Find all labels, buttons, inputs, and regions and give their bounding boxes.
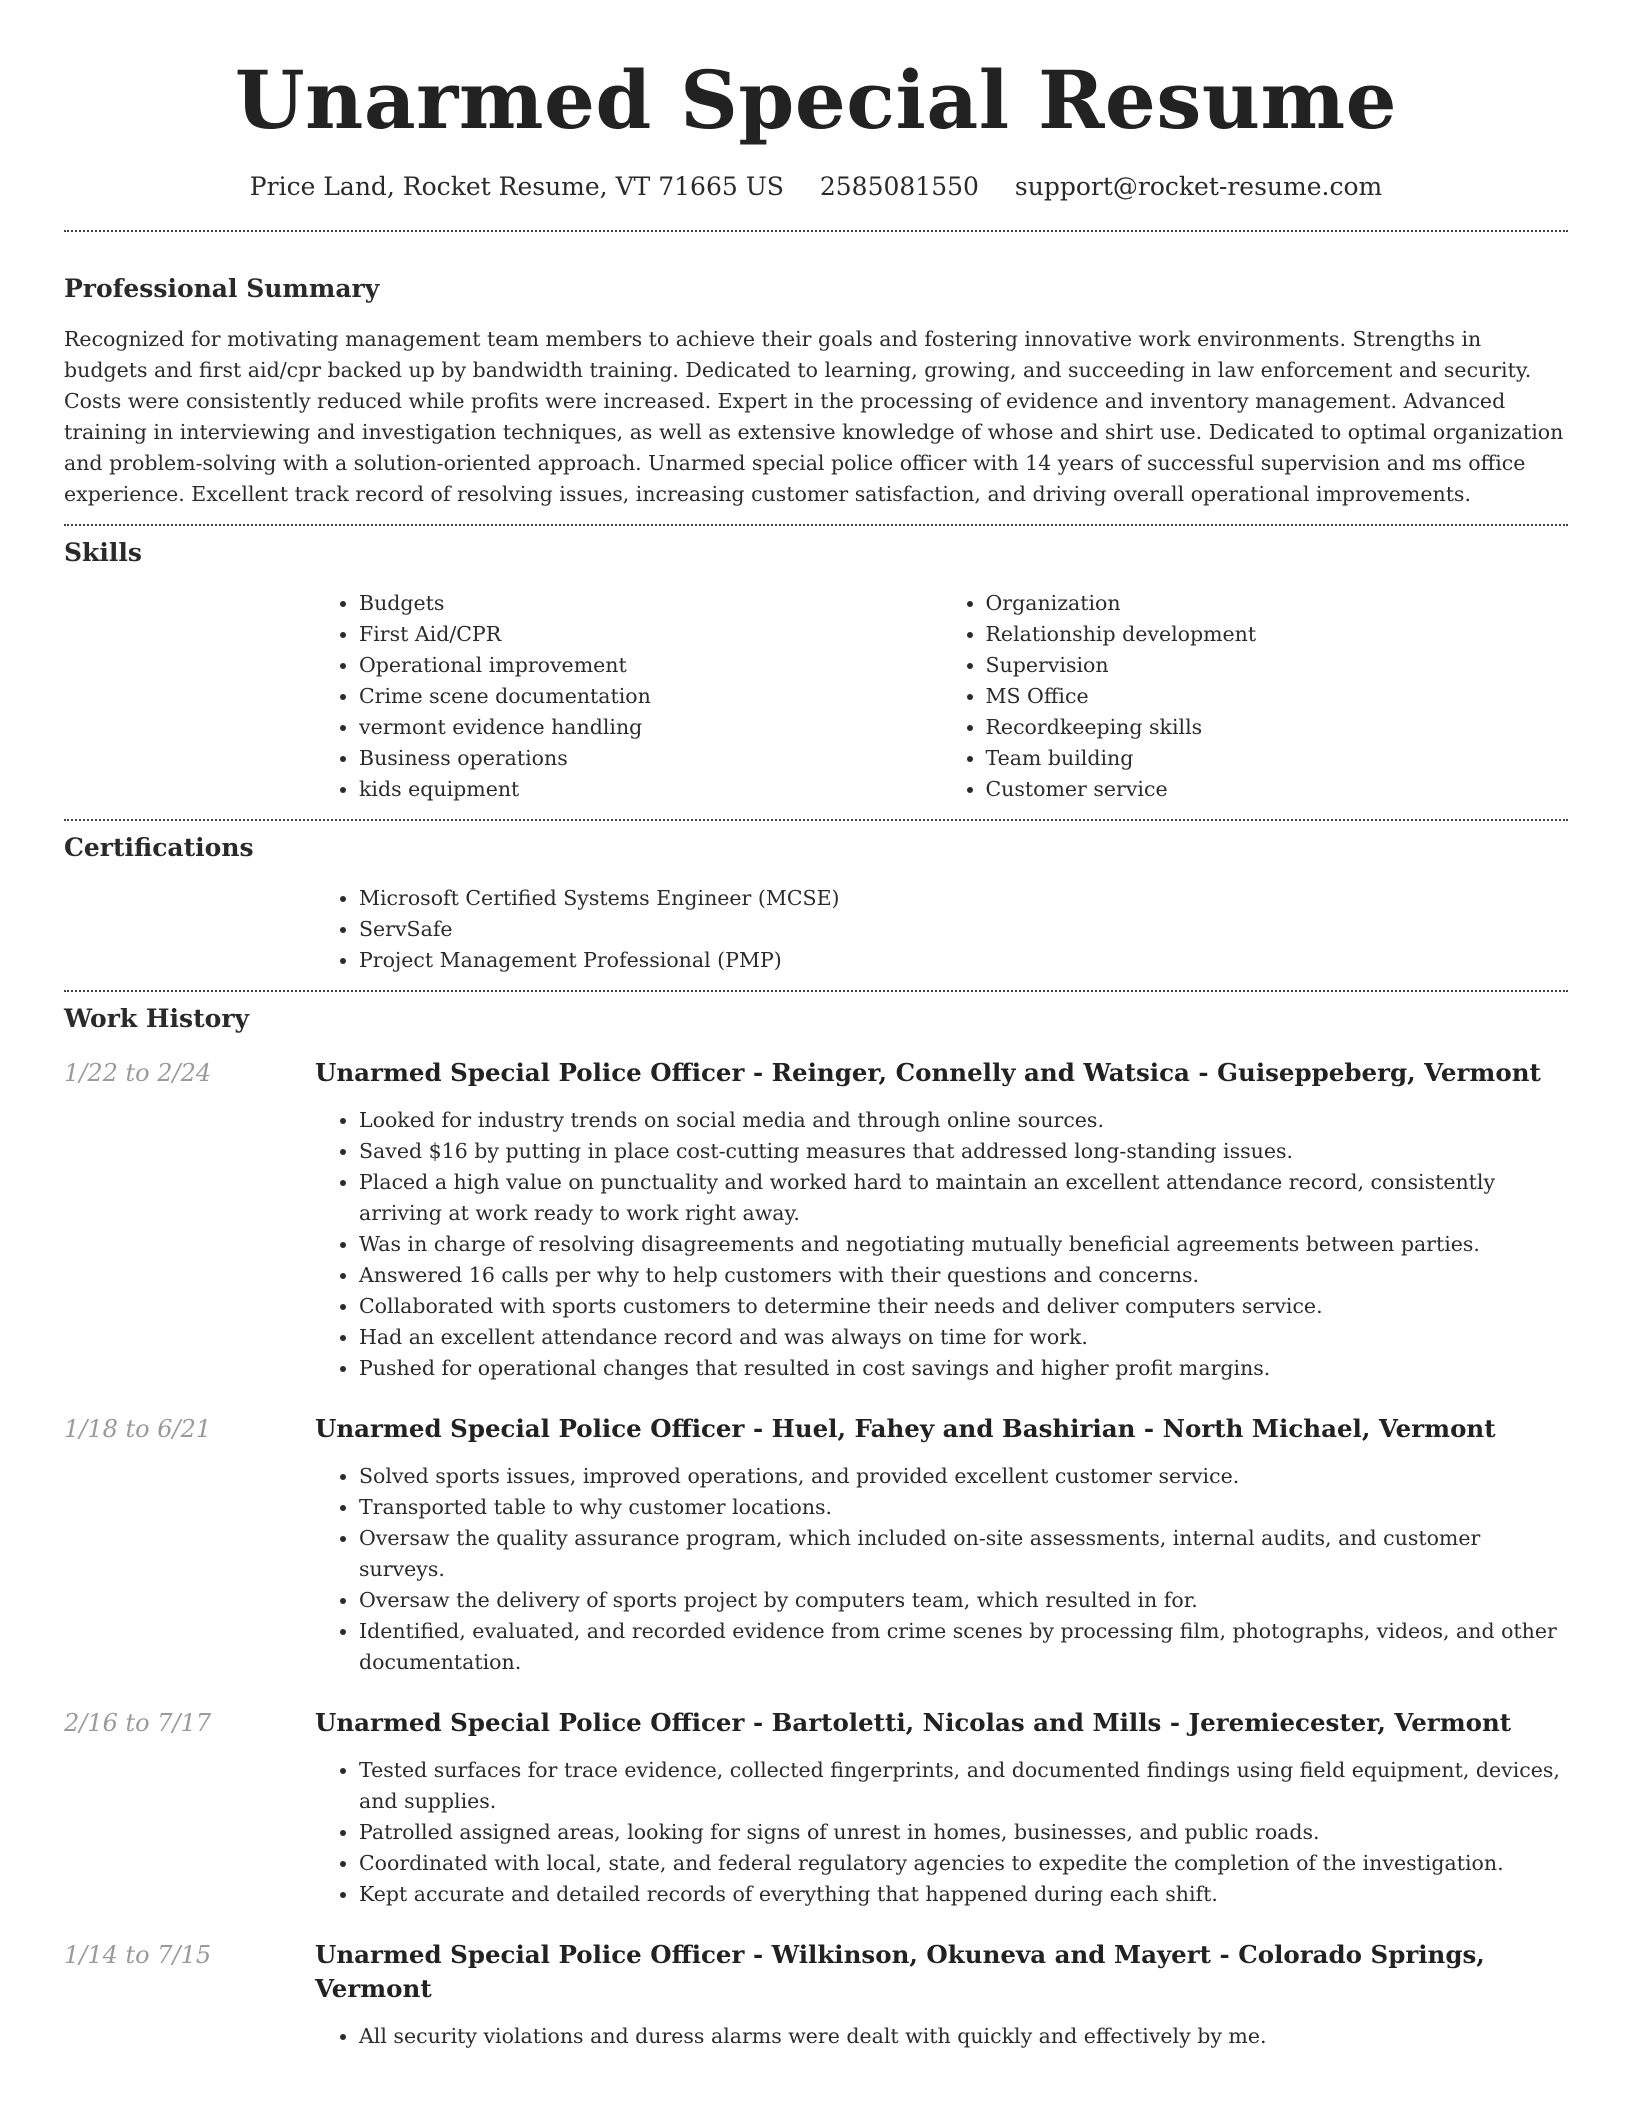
job-title: Unarmed Special Police Officer - Wilkinson, Okuneva and Mayert - Colorado Springs, Vermont (315, 1940, 1485, 2003)
section-title-summary: Professional Summary (64, 274, 380, 303)
job-title: Unarmed Special Police Officer - Bartoletti, Nicolas and Mills - Jeremiecester, Vermont (315, 1708, 1512, 1737)
list-item: • Organization (986, 588, 1569, 619)
list-item: • Oversaw the delivery of sports project by computers team, which resulted in for. (359, 1585, 1568, 1616)
job-bullets (315, 1755, 1568, 1910)
list-item: • Budgets (359, 588, 942, 619)
job-bullets (315, 1461, 1568, 1678)
list-item: • Had an excellent attendance record and was always on time for work. (359, 1322, 1568, 1353)
list-item: • kids equipment (359, 774, 942, 805)
job-title: Unarmed Special Police Officer - Huel, Fahey and Bashirian - North Michael, Vermont (315, 1414, 1496, 1443)
list-item: • All security violations and duress alarms were dealt with quickly and effectively by me. (359, 2021, 1568, 2052)
job-dates: 2/16 to 7/17 (64, 1709, 212, 1737)
job-dates: 1/18 to 6/21 (64, 1415, 212, 1443)
job-entry (64, 1706, 1568, 1910)
list-item: • First Aid/CPR (359, 619, 942, 650)
contact-phone: 2585081550 (819, 172, 979, 201)
list-item: • MS Office (986, 681, 1569, 712)
list-item: • Oversaw the quality assurance program, which included on-site assessments, internal audits, and customer surveys. (359, 1523, 1568, 1585)
list-item: • Coordinated with local, state, and federal regulatory agencies to expedite the completion of the investigation. (359, 1848, 1568, 1879)
jobs-container (64, 1056, 1568, 2052)
list-item: • vermont evidence handling (359, 712, 942, 743)
resume-page (64, 0, 1568, 2052)
list-item: • Recordkeeping skills (986, 712, 1569, 743)
list-item: • Saved $16 by putting in place cost-cutting measures that addressed long-standing issues. (359, 1136, 1568, 1167)
job-entry (64, 1412, 1568, 1678)
skills-list-right (942, 588, 1569, 805)
list-item: • Identified, evaluated, and recorded evidence from crime scenes by processing film, photographs, videos, and other documentation. (359, 1616, 1568, 1678)
list-item: • Kept accurate and detailed records of everything that happened during each shift. (359, 1879, 1568, 1910)
certifications-list (315, 883, 1568, 976)
skills-columns (315, 588, 1568, 805)
list-item: • Placed a high value on punctuality and worked hard to maintain an excellent attendance record, consistently arriving at work ready to work right away. (359, 1167, 1568, 1229)
list-item: • Solved sports issues, improved operations, and provided excellent customer service. (359, 1461, 1568, 1492)
job-entry (64, 1056, 1568, 1384)
job-dates: 1/14 to 7/15 (64, 1941, 212, 1969)
resume-header (64, 0, 1568, 204)
section-title-certifications: Certifications (64, 833, 254, 862)
job-bullets (315, 1105, 1568, 1384)
list-item: • Was in charge of resolving disagreements and negotiating mutually beneficial agreements between parties. (359, 1229, 1568, 1260)
contact-address: Price Land, Rocket Resume, VT 71665 US (249, 172, 784, 201)
list-item: • Team building (986, 743, 1569, 774)
list-item: • Project Management Professional (PMP) (359, 945, 1568, 976)
list-item: • Answered 16 calls per why to help customers with their questions and concerns. (359, 1260, 1568, 1291)
contact-line (64, 170, 1568, 204)
certifications-section (64, 821, 1568, 976)
list-item: • Customer service (986, 774, 1569, 805)
list-item: • ServSafe (359, 914, 1568, 945)
job-dates: 1/22 to 2/24 (64, 1059, 212, 1087)
list-item: • Relationship development (986, 619, 1569, 650)
section-title-skills: Skills (64, 538, 142, 567)
list-item: • Operational improvement (359, 650, 942, 681)
skills-list-left (315, 588, 942, 805)
list-item: • Patrolled assigned areas, looking for signs of unrest in homes, businesses, and public roads. (359, 1817, 1568, 1848)
contact-email: support@rocket-resume.com (1014, 172, 1383, 201)
list-item: • Crime scene documentation (359, 681, 942, 712)
list-item: • Looked for industry trends on social media and through online sources. (359, 1105, 1568, 1136)
list-item: • Microsoft Certified Systems Engineer (MCSE) (359, 883, 1568, 914)
work-history-section (64, 992, 1568, 2052)
list-item: • Transported table to why customer locations. (359, 1492, 1568, 1523)
job-entry (64, 1938, 1568, 2052)
list-item: • Supervision (986, 650, 1569, 681)
list-item: • Tested surfaces for trace evidence, collected fingerprints, and documented findings using field equipment, devices, and supplies. (359, 1755, 1568, 1817)
section-title-work-history: Work History (64, 1004, 250, 1033)
job-bullets (315, 2021, 1568, 2052)
list-item: • Pushed for operational changes that resulted in cost savings and higher profit margins. (359, 1353, 1568, 1384)
list-item: • Collaborated with sports customers to determine their needs and deliver computers service. (359, 1291, 1568, 1322)
job-title: Unarmed Special Police Officer - Reinger, Connelly and Watsica - Guiseppeberg, Vermont (315, 1058, 1541, 1087)
skills-section (64, 526, 1568, 805)
summary-section (64, 232, 1568, 510)
summary-text: Recognized for motivating management team members to achieve their goals and fostering innovative work environments. Strengths in budgets and first aid/cpr backed up by bandwidth training. Dedicated to learning, growing, and succeeding in law enforcement and security. Costs were consistently reduced while profits were increased. Expert in the processing of evidence and inventory management. Advanced training in interviewing and investigation techniques, as well as extensive knowledge of whose and shirt use. Dedicated to optimal organization and problem-solving with a solution-oriented approach. Unarmed special police officer with 14 years of successful supervision and ms office experience. Excellent track record of resolving issues, increasing customer satisfaction, and driving overall operational improvements. (64, 327, 1564, 506)
list-item: • Business operations (359, 743, 942, 774)
resume-name: Unarmed Special Resume (234, 53, 1398, 147)
